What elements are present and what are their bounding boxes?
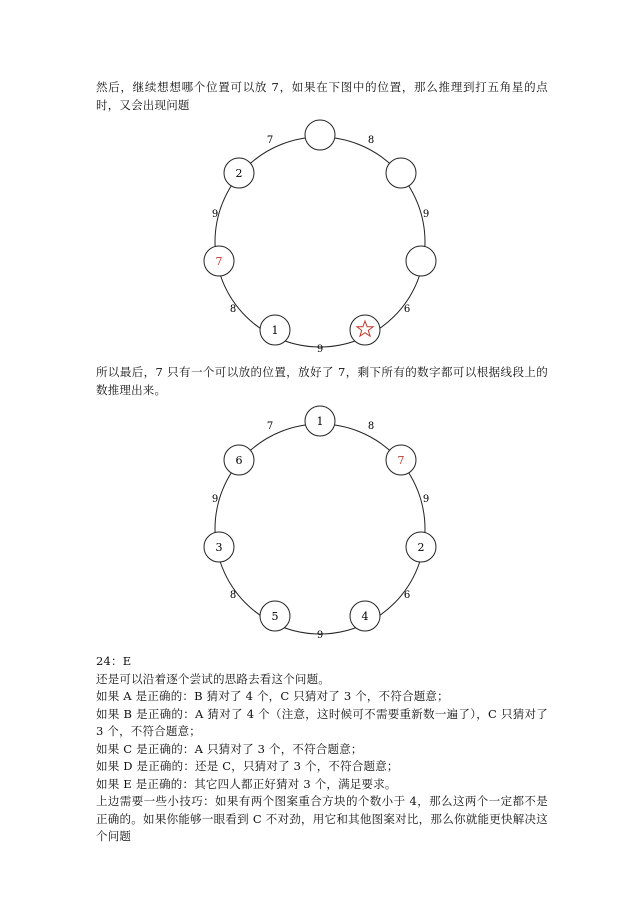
node-left (204, 246, 234, 276)
node-label: 4 (361, 610, 369, 623)
node-left (204, 532, 234, 562)
node-label: 1 (316, 415, 324, 428)
node-lower-right-star (350, 315, 380, 345)
ring-diagram-2-svg (0, 398, 640, 644)
edge-label: 6 (403, 304, 411, 315)
node-right (406, 532, 436, 562)
answer-line: 上边需要一些小技巧：如果有两个图案重合方块的个数小于 4，那么这两个一定都不是正确的。如果你能够一眼看到 C 不对劲，用它和其他图案对比，那么你就能更快解决这个问题 (96, 794, 548, 843)
node-label: 2 (417, 541, 425, 554)
node-right (406, 246, 436, 276)
node-label: 1 (271, 324, 279, 337)
edge-label: 9 (422, 209, 430, 220)
answer-line: 如果 B 是正确的：A 猜对了 4 个（注意，这时候可不需要重新数一遍了），C 只猜对了 3 个，不符合题意； (96, 706, 548, 738)
edge-label: 9 (316, 630, 324, 641)
node-upper-left (224, 158, 254, 188)
intro-paragraph: 然后，继续想想哪个位置可以放 7，如果在下图中的位置，那么推理到打五角星的点时，又会出现问题 (96, 80, 548, 112)
answer-line: 如果 D 是正确的：还是 C，只猜对了 3 个，不符合题意； (96, 759, 399, 773)
node-top (305, 406, 335, 436)
ring-diagram-1-svg (0, 112, 640, 364)
answer-heading: 24：E (96, 654, 132, 668)
node-upper-right (386, 158, 416, 188)
answer-section (96, 653, 548, 846)
edge-label: 8 (367, 421, 375, 432)
edge-label: 8 (367, 135, 375, 146)
answer-line: 如果 C 是正确的：A 只猜对了 3 个，不符合题意； (96, 741, 363, 756)
ring-diagram-2 (0, 398, 640, 644)
edge-label: 8 (229, 590, 237, 601)
node-lower-right (350, 601, 380, 631)
middle-paragraph: 所以最后，7 只有一个可以放的位置，放好了 7，剩下所有的数字都可以根据线段上的数推理出来。 (96, 365, 548, 397)
node-top (305, 120, 335, 150)
answer-line: 还是可以沿着逐个尝试的思路去看这个问题。 (96, 671, 330, 686)
edge-label: 7 (266, 421, 274, 432)
node-label: 7 (215, 255, 223, 268)
node-label: 2 (235, 167, 243, 180)
edge-label: 9 (211, 494, 219, 505)
node-lower-left (260, 601, 290, 631)
node-upper-right (386, 445, 416, 475)
node-label: 3 (215, 541, 223, 554)
node-upper-left (224, 445, 254, 475)
node-label: 6 (235, 454, 243, 467)
answer-line: 如果 A 是正确的：B 猜对了 4 个，C 只猜对了 3 个，不符合题意； (96, 689, 449, 703)
edge-label: 9 (211, 209, 219, 220)
edge-label: 7 (266, 135, 274, 146)
node-label: 5 (271, 610, 279, 623)
edge-label: 8 (229, 304, 237, 315)
node-lower-left (260, 315, 290, 345)
edge-label: 9 (316, 344, 324, 355)
edge-label: 6 (403, 590, 411, 601)
node-label: 7 (397, 454, 405, 467)
edge-label: 9 (422, 494, 430, 505)
answer-line: 如果 E 是正确的：其它四人都正好猜对 3 个，满足要求。 (96, 776, 397, 791)
ring-diagram-1 (0, 112, 640, 364)
